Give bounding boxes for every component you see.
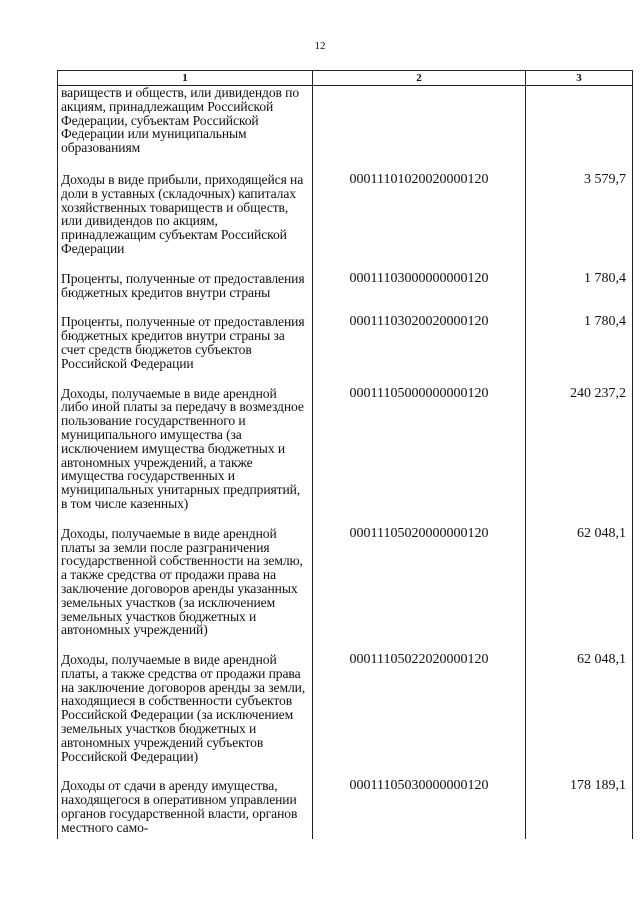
row-description: Доходы, получаемые в виде арендной платы, а также средства от продажи права на заключение договоров аренды за земли, находящиеся в собственности субъектов Российской Федерации (за исключением земельных участков бюджетных и автономных учреждений субъектов Российской Федерации) — [61, 652, 306, 764]
row-code — [313, 86, 526, 173]
row-description-cell — [58, 779, 313, 838]
table-row — [58, 173, 633, 272]
revenue-table-wrapper — [57, 70, 632, 839]
row-description-cell — [58, 86, 313, 173]
row-code: 00011105000000000120 — [313, 387, 526, 527]
row-description: Проценты, полученные от предоставления бюджетных кредитов внутри страны — [61, 270, 305, 300]
revenue-table — [57, 70, 633, 839]
table-header-row — [58, 71, 633, 86]
row-code: 00011103020020000120 — [313, 315, 526, 386]
row-code: 00011105022020000120 — [313, 653, 526, 779]
row-amount: 240 237,2 — [526, 387, 633, 527]
row-description: вариществ и обществ, или дивидендов по акциям, принадлежащим Российской Федерации, субъектам Российской Федерации или муниципальным образованиям — [61, 85, 300, 156]
table-row — [58, 86, 633, 173]
row-description: Проценты, полученные от предоставления бюджетных кредитов внутри страны за счет средств бюджетов субъектов Российской Федерации — [61, 314, 305, 371]
table-row — [58, 527, 633, 653]
row-description: Доходы, получаемые в виде арендной платы за земли после разграничения государственной собственности на землю, а также средства от продажи права на заключение договоров аренды указанных земельных участков (за исключением земельных участков бюджетных и автономных учреждений) — [61, 525, 303, 638]
row-amount: 62 048,1 — [526, 527, 633, 653]
row-description-cell — [58, 387, 313, 527]
row-description-cell — [58, 527, 313, 653]
row-code: 00011105030000000120 — [313, 779, 526, 838]
table-row — [58, 779, 633, 838]
row-description: Доходы в виде прибыли, приходящейся на доли в уставных (складочных) капиталах хозяйственных товариществ и обществ, или дивидендов по акциям, принадлежащим субъектам Российской Федерации — [61, 171, 304, 256]
row-description: Доходы, получаемые в виде арендной либо иной платы за передачу в возмездное пользование государственного и муниципального имущества (за исключением имущества бюджетных и автономных учреждений, а также имущества государственных и муниципальных унитарных предприятий, в том числе казенных) — [61, 385, 304, 511]
row-description-cell — [58, 315, 313, 386]
row-description-cell — [58, 173, 313, 272]
row-description: Доходы от сдачи в аренду имущества, находящегося в оперативном управлении органов государственной власти, органов местного само- — [61, 778, 298, 835]
row-code: 00011103000000000120 — [313, 272, 526, 316]
row-code: 00011101020020000120 — [313, 173, 526, 272]
row-amount: 178 189,1 — [526, 779, 633, 838]
page-number: 12 — [314, 40, 326, 52]
row-description-cell — [58, 272, 313, 316]
row-description-cell — [58, 653, 313, 779]
row-amount — [526, 86, 633, 173]
column-header-2: 2 — [313, 71, 526, 86]
column-header-1: 1 — [58, 71, 313, 86]
row-code: 00011105020000000120 — [313, 527, 526, 653]
column-header-3: 3 — [526, 71, 633, 86]
row-amount: 1 780,4 — [526, 315, 633, 386]
table-row — [58, 387, 633, 527]
table-row — [58, 653, 633, 779]
table-row — [58, 272, 633, 316]
table-row — [58, 315, 633, 386]
row-amount: 1 780,4 — [526, 272, 633, 316]
row-amount: 62 048,1 — [526, 653, 633, 779]
row-amount: 3 579,7 — [526, 173, 633, 272]
